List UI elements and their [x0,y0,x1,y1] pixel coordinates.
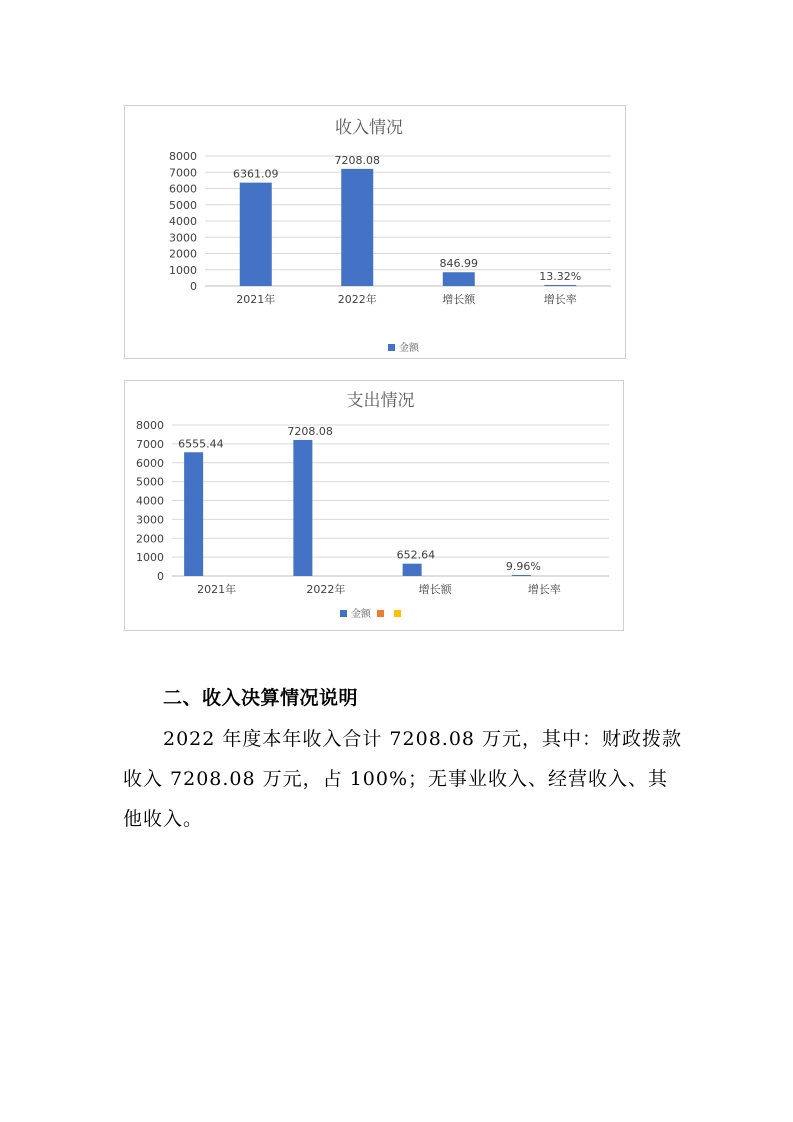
data-label: 9.96% [505,560,541,573]
y-tick-label: 5000 [136,475,164,489]
data-label: 6555.44 [178,437,224,451]
data-label: 846.99 [439,257,478,271]
data-label: 13.32% [539,270,582,283]
x-tick-label: 2022年 [337,293,377,306]
legend-swatch [377,610,384,617]
y-tick-label: 5000 [169,198,197,212]
y-tick-label: 8000 [136,419,164,432]
y-tick-label: 1000 [136,551,164,565]
y-tick-label: 6000 [136,456,164,470]
y-tick-label: 4000 [169,215,197,228]
bar [403,564,422,576]
y-tick-label: 2000 [169,247,197,261]
legend-label: 金额 [399,343,419,354]
x-tick-label: 2022年 [306,583,346,596]
bar [443,272,475,286]
data-label: 7208.08 [287,424,333,438]
y-tick-label: 2000 [136,532,164,546]
y-tick-label: 3000 [169,231,197,245]
y-tick-label: 3000 [136,513,164,527]
y-tick-label: 7000 [136,437,164,451]
bar [341,169,373,286]
y-tick-label: 4000 [136,494,164,508]
bar [544,285,576,286]
legend-label: 金额 [351,609,371,620]
x-tick-label: 增长率 [543,293,577,306]
income-chart [124,105,626,359]
x-tick-label: 2021年 [197,583,237,596]
section-heading: 二、收入决算情况说明 [163,687,359,709]
x-tick-label: 增长额 [418,583,452,596]
y-tick-label: 8000 [169,150,197,163]
x-tick-label: 2021年 [236,293,276,306]
y-tick-label: 7000 [169,166,197,180]
section-body-text: 2022 年度本年收入合计 7208.08 万元，其中：财政拨款收入 7208.08 万元，占 100%；无事业收入、经营收入、其他收入。 [123,728,683,830]
legend-swatch [388,344,395,351]
bar [293,440,312,576]
expense-chart [124,380,624,631]
y-tick-label: 1000 [169,263,197,277]
legend-swatch [394,610,401,617]
data-label: 6361.09 [233,167,279,181]
bar [512,575,531,576]
expense-chart-svg [125,381,625,632]
x-tick-label: 增长率 [527,583,561,596]
income-chart-svg [125,106,627,360]
x-tick-label: 增长额 [442,293,476,306]
y-tick-label: 0 [190,280,197,293]
y-tick-label: 6000 [169,182,197,196]
bar [240,183,272,286]
bar [184,452,203,576]
chart-title: 支出情况 [346,391,415,411]
data-label: 652.64 [396,548,436,562]
legend-swatch [340,610,347,617]
data-label: 7208.08 [334,153,380,167]
y-tick-label: 0 [157,570,164,583]
chart-title: 收入情况 [335,118,403,138]
